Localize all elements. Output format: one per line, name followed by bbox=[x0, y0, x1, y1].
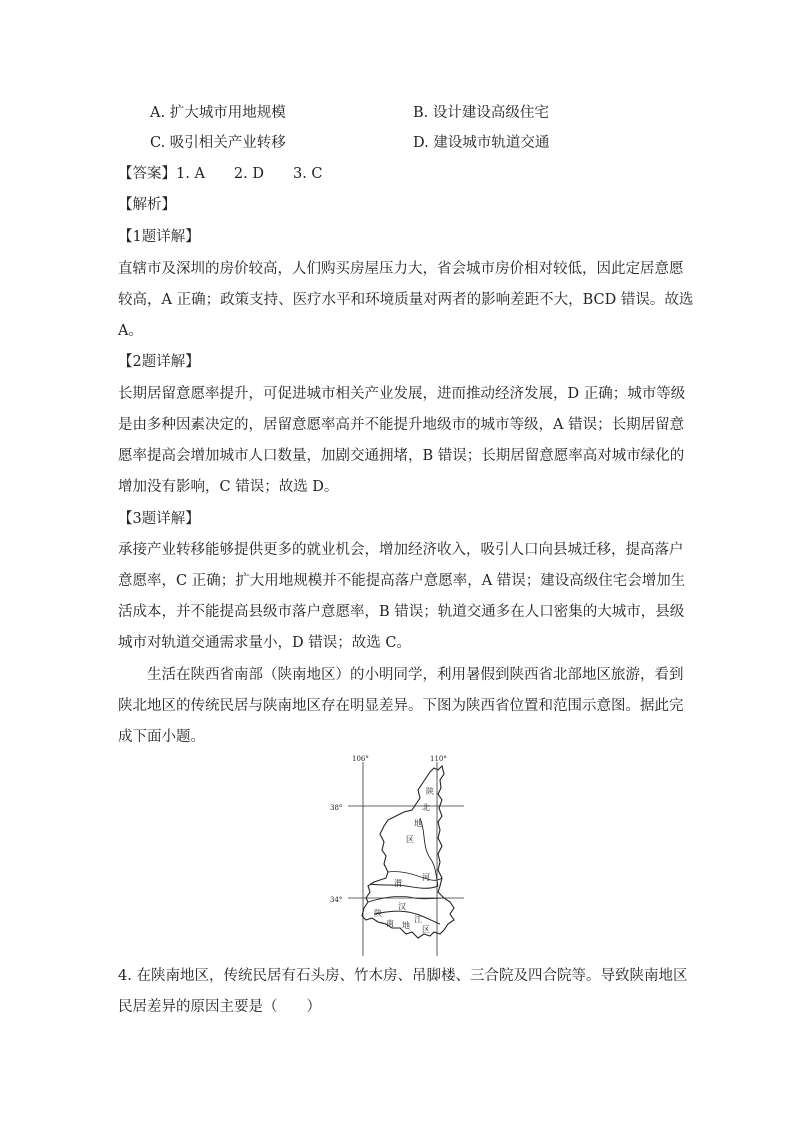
intro-text-line: 成下面小题。 bbox=[118, 729, 205, 745]
option-d: D. 建设城市轨道交通 bbox=[413, 135, 550, 151]
shaanxi-map bbox=[326, 752, 472, 958]
q3-text-line: 承接产业转移能够提供更多的就业机会，增加经济收入，吸引人口向县城迁移，提高落户 bbox=[118, 542, 684, 558]
map-label-south: 南 bbox=[386, 919, 394, 928]
lon-label-106: 106° bbox=[352, 755, 369, 763]
map-label-north: 地 bbox=[414, 819, 422, 828]
lon-label-110: 110° bbox=[430, 755, 447, 763]
q3-text-line: 城市对轨道交通需求量小，D 错误；故选 C。 bbox=[118, 635, 411, 651]
q2-text-line: 愿率提高会增加城市人口数量，加剧交通拥堵，B 错误；长期居留意愿率高对城市绿化的 bbox=[118, 448, 685, 464]
q1-text-line: 直辖市及深圳的房价较高，人们购买房屋压力大，省会城市房价相对较低，因此定居意愿 bbox=[118, 261, 684, 277]
map-label-south: 陕 bbox=[374, 909, 382, 918]
qinling-boundary bbox=[368, 896, 444, 902]
answer-line: 【答案】1. A 2. D 3. C bbox=[118, 166, 323, 182]
q3-text-line: 意愿率，C 正确；扩大用地规模并不能提高落户意愿率，A 错误；建设高级住宅会增加生 bbox=[118, 573, 686, 589]
q4-text-line: 4. 在陕南地区，传统民居有石头房、竹木房、吊脚楼、三合院及四合院等。导致陕南地区 bbox=[118, 968, 688, 984]
option-b: B. 设计建设高级住宅 bbox=[413, 105, 549, 121]
q2-text-line: 长期居留意愿率提升，可促进城市相关产业发展，进而推动经济发展，D 正确；城市等级 bbox=[118, 386, 686, 402]
shaanxi-map-svg bbox=[326, 752, 472, 958]
q2-text-line: 是由多种因素决定的，居留意愿率高并不能提升地级市的城市等级，A 错误；长期居留意 bbox=[118, 417, 685, 433]
q1-header: 【1题详解】 bbox=[118, 229, 200, 245]
map-label-north: 区 bbox=[406, 835, 414, 844]
q3-text-line: 活成本，并不能提高县级市落户意愿率，B 错误；轨道交通多在人口密集的大城市，县级 bbox=[118, 604, 685, 620]
option-c: C. 吸引相关产业转移 bbox=[150, 135, 286, 151]
map-label-south: 区 bbox=[422, 925, 430, 934]
analysis-label: 【解析】 bbox=[118, 197, 176, 213]
map-label-wei: 河 bbox=[422, 873, 430, 882]
lat-label-34: 34° bbox=[330, 896, 343, 904]
q1-text-line: A。 bbox=[118, 323, 143, 339]
map-label-north: 陕 bbox=[426, 787, 434, 796]
q1-text-line: 较高，A 正确；政策支持、医疗水平和环境质量对两者的影响差距不大，BCD 错误。故选 bbox=[118, 292, 694, 308]
map-label-south: 地 bbox=[402, 921, 410, 930]
q3-header: 【3题详解】 bbox=[118, 511, 200, 527]
option-a: A. 扩大城市用地规模 bbox=[150, 105, 286, 121]
map-label-han: 汉 bbox=[398, 902, 406, 911]
map-label-north: 北 bbox=[422, 803, 430, 812]
wei-river bbox=[370, 884, 438, 888]
q2-header: 【2题详解】 bbox=[118, 354, 200, 370]
q4-text-line: 民居差异的原因主要是（ ） bbox=[118, 999, 321, 1015]
map-label-wei: 渭 bbox=[394, 879, 402, 888]
q2-text-line: 增加没有影响，C 错误；故选 D。 bbox=[118, 479, 339, 495]
lat-label-38: 38° bbox=[330, 804, 343, 812]
intro-text-line: 生活在陕西省南部（陕南地区）的小明同学，利用暑假到陕西省北部地区旅游，看到 bbox=[147, 667, 684, 683]
intro-text-line: 陕北地区的传统民居与陕南地区存在明显差异。下图为陕西省位置和范围示意图。据此完 bbox=[118, 698, 684, 714]
map-label-han: 江 bbox=[414, 915, 422, 924]
